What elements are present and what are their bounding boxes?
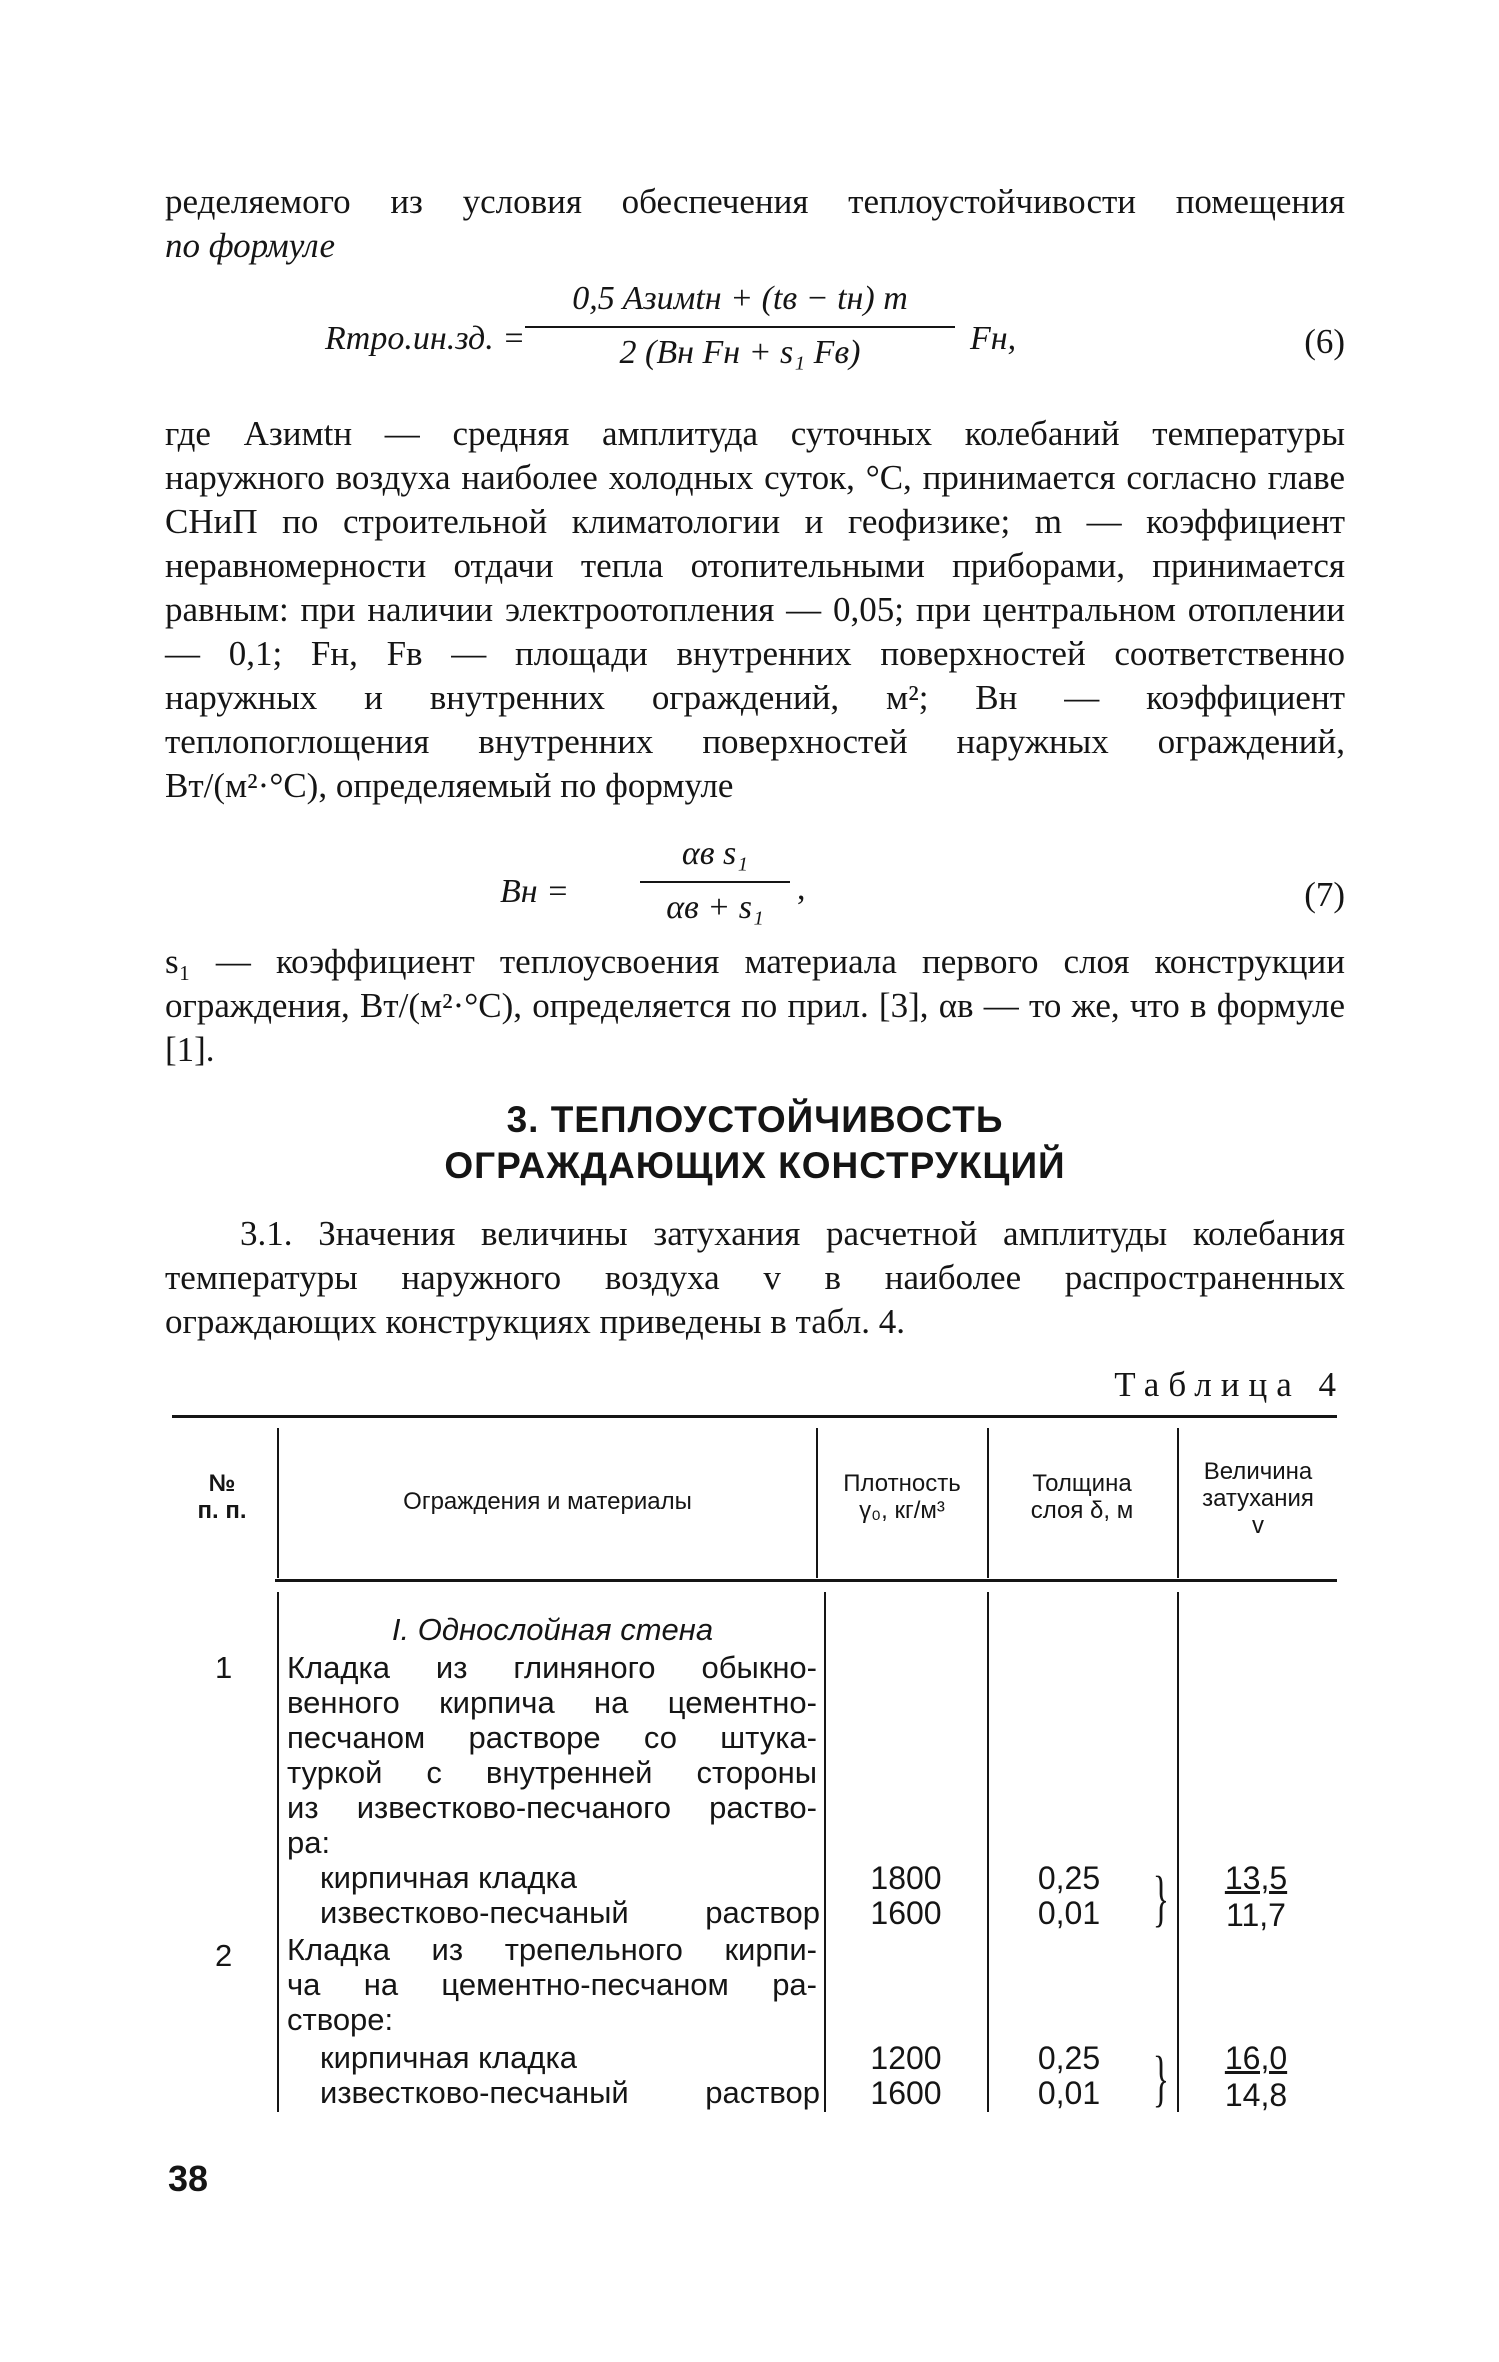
row-1-layer-2: известково-песчаный раствор — [320, 1895, 820, 1930]
formula-6-lhs: Rтро.ин.зд. = — [325, 320, 526, 357]
page-number: 38 — [168, 2158, 209, 2199]
row-2-number: 2 — [215, 1938, 233, 1973]
paragraph-definitions-text: где Aзимtн — средняя амплитуда суточных колебаний температуры наружного воздуха наиболее холодных суток, °С, принимается согласно главе СНиП по строительной климатологии и геофизике; m — коэффициент неравномерности отдачи тепла отопительными приборами, принимается равным: при наличии электроотопления — 0,05; при центральном отоплении — 0,1; Fн, Fв — площади внутренних поверхностей соответственно наружных и внутренних ограждений, м²; Bн — коэффициент теплопоглощения внутренних поверхностей наружных ограждений, Вт/(м²·°С), определяемый по формуле — [165, 414, 1345, 805]
formula-6-numerator: 0,5 Aзимtн + (tв − tн) m — [572, 280, 908, 317]
header-attenuation: Величина затухания v — [1202, 1458, 1314, 1539]
header-divider-1 — [277, 1428, 279, 1578]
intro-text — [165, 180, 1345, 268]
row-2-brace: } — [1152, 2045, 1170, 2113]
section-title-line-1: 3. ТЕПЛОУСТОЙЧИВОСТЬ — [506, 1099, 1004, 1140]
row-2-thickness-2: 0,01 — [1037, 2075, 1101, 2111]
row-1-layer-1: кирпичная кладка — [320, 1860, 577, 1895]
group-title: I. Однослойная стена — [391, 1612, 714, 1647]
formula-6 — [165, 270, 1345, 390]
body-divider-1 — [277, 1592, 279, 2112]
row-2-density-1: 1200 — [870, 2040, 942, 2076]
formula-7-numerator: αв s₁ — [681, 835, 749, 872]
body-divider-2 — [824, 1592, 826, 2112]
formula-7-lhs: Bн = — [500, 873, 570, 910]
paragraph-definitions — [165, 412, 1345, 808]
row-1-thickness-2: 0,01 — [1037, 1895, 1101, 1931]
row-1-density-2: 1600 — [870, 1895, 942, 1931]
formula-7-fraction — [640, 835, 790, 927]
row-2-layer-2: известково-песчаный раствор — [320, 2075, 820, 2110]
section-title-line-2: ОГРАЖДАЮЩИХ КОНСТРУКЦИЙ — [444, 1145, 1066, 1186]
row-1-brace: } — [1152, 1865, 1170, 1933]
header-density: Плотность γ₀, кг/м³ — [843, 1470, 961, 1524]
body-divider-3 — [987, 1592, 989, 2112]
row-2-description: Кладка из трепельного кирпи- ча на цементно-песчаном ра- створе: — [287, 1932, 817, 2037]
row-2-thickness-1: 0,25 — [1037, 2040, 1101, 2076]
table-caption: Таблица 4 — [1114, 1365, 1345, 1404]
row-1-thickness-1: 0,25 — [1037, 1860, 1101, 1896]
paragraph-3-1-text: 3.1. Значения величины затухания расчетной амплитуды колебания температуры наружного воздуха v в наиболее распространенных ограждающих конструкциях приведены в табл. 4. — [165, 1214, 1345, 1341]
header-number: № п. п. — [197, 1470, 247, 1524]
formula-7 — [165, 835, 1345, 945]
row-1-density-1: 1800 — [870, 1860, 942, 1896]
intro-line-1: ределяемого из условия обеспечения теплоустойчивости помещения — [165, 182, 1345, 221]
formula-7-denominator: αв + s₁ — [666, 889, 764, 926]
row-1-description: Кладка из глиняного обыкно- венного кирпича на цементно- песчаном растворе со штука- туркой с внутренней стороны из известково-песчаного раство- ра: — [287, 1650, 817, 1860]
header-thickness: Толщина слоя δ, м — [1030, 1470, 1134, 1524]
intro-line-2: по формуле — [165, 226, 335, 265]
formula-6-denominator: 2 (Bн Fн + s₁ Fв) — [619, 334, 861, 371]
formula-6-fraction — [525, 280, 955, 372]
body-divider-4 — [1177, 1592, 1179, 2112]
row-1-attenuation: 13,5 11,7 — [1224, 1860, 1288, 1933]
paragraph-s1-text: s₁ — коэффициент теплоусвоения материала первого слоя конструкции ограждения, Вт/(м²·°С), определяется по прил. [3], αв — то же, что в формуле [1]. — [165, 942, 1345, 1069]
paragraph-s1 — [165, 940, 1345, 1072]
section-title — [165, 1097, 1345, 1189]
table-header-rule — [275, 1579, 1337, 1582]
formula-6-number: (6) — [1304, 322, 1345, 361]
formula-7-number: (7) — [1304, 875, 1345, 914]
header-material: Ограждения и материалы — [403, 1488, 692, 1515]
row-2-density-2: 1600 — [870, 2075, 942, 2111]
formula-7-comma: , — [797, 870, 806, 907]
paragraph-3-1 — [165, 1212, 1345, 1344]
row-1-number: 1 — [215, 1650, 233, 1685]
row-2-attenuation: 16,0 14,8 — [1224, 2040, 1288, 2113]
formula-6-factor: Fн, — [970, 320, 1017, 357]
table-top-rule — [172, 1415, 1337, 1418]
row-2-layer-1: кирпичная кладка — [320, 2040, 577, 2075]
